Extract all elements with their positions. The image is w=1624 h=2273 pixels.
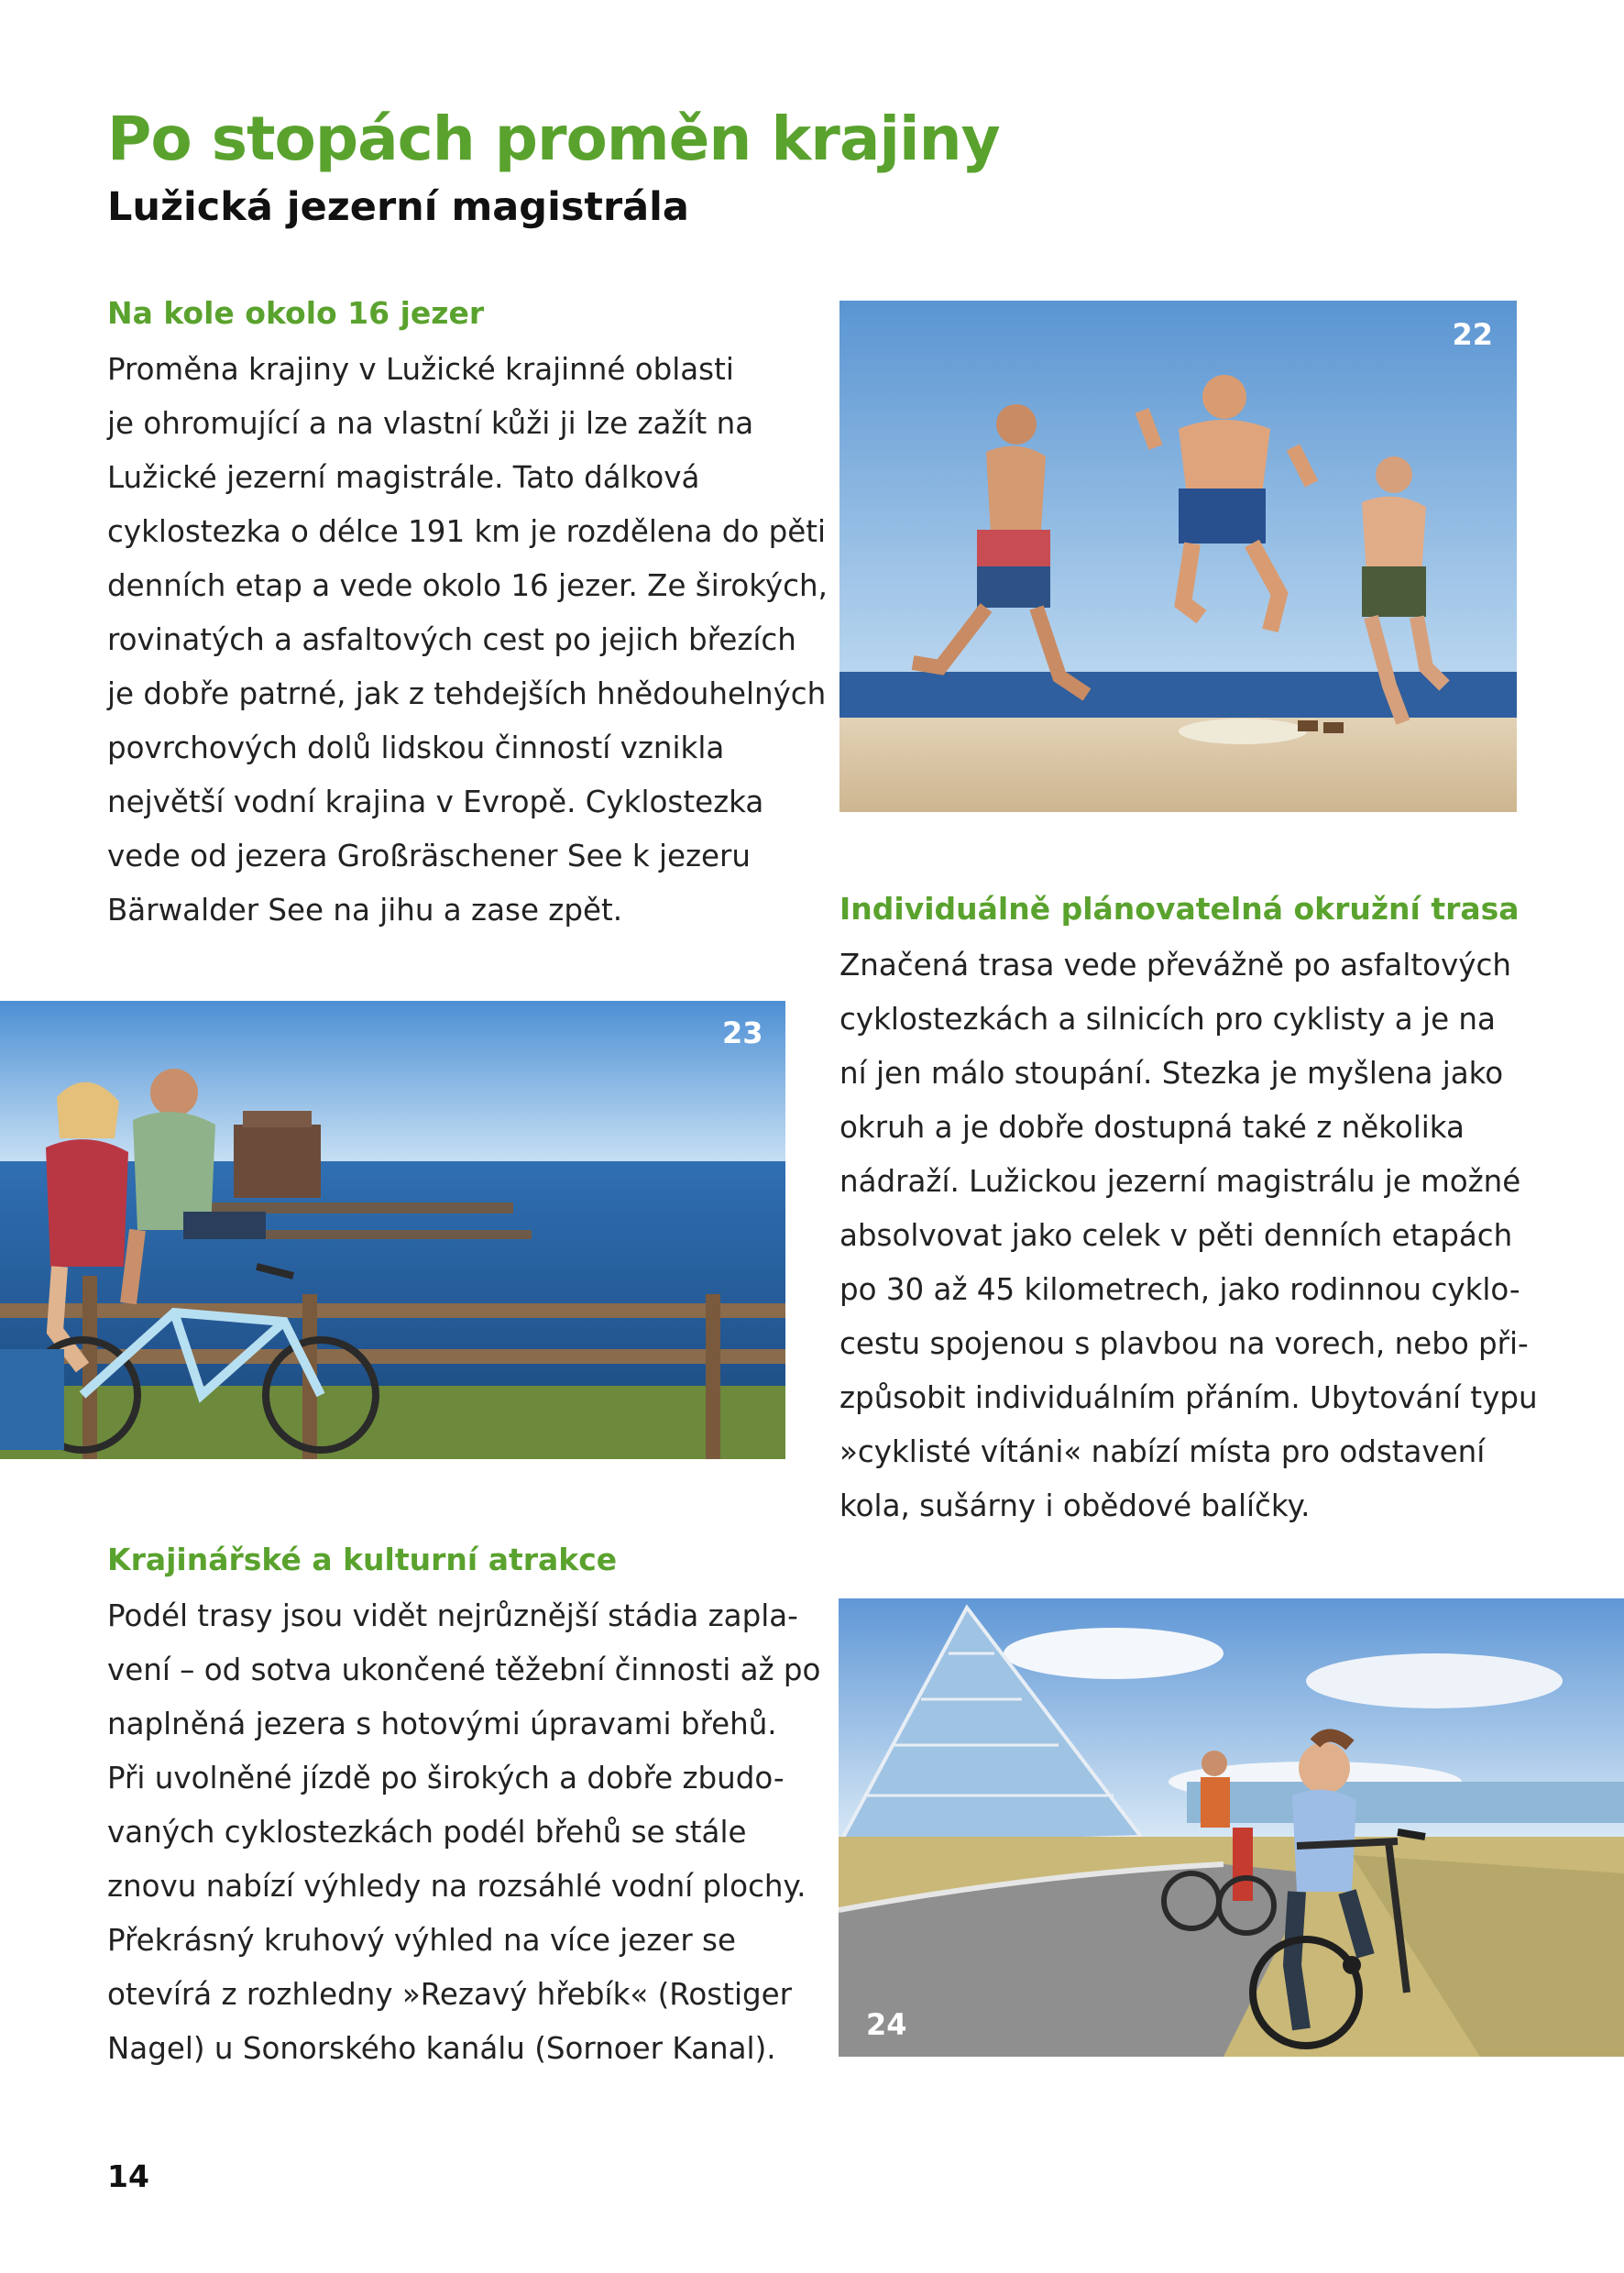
text-line: nádraží. Lužickou jezerní magistrálu je možné [839,1164,1521,1199]
text-line: Značená trasa vede převážně po asfaltových [839,948,1511,983]
section-attractions [107,1536,820,2076]
text-line: vede od jezera Großräschener See k jezeru [107,839,752,873]
text-line: denních etap a vede okolo 16 jezer. Ze širokých, [107,568,828,603]
text-line: okruh a je dobře dostupná také z několika [839,1110,1465,1145]
section-heading: Na kole okolo 16 jezer [107,295,485,331]
photo-number: 22 [1452,317,1493,352]
text-line: »cyklisté vítáni« nabízí místa pro odstavení [839,1434,1486,1469]
photo-lake-cyclists [0,1001,785,1459]
text-line: kola, sušárny i obědové balíčky. [839,1488,1311,1523]
photo-number: 24 [866,2007,907,2042]
text-line: znovu nabízí výhledy na rozsáhlé vodní plochy. [107,1869,807,1904]
text-line: Proměna krajiny v Lužické krajinné oblasti [107,352,734,387]
text-line: vení – od sotva ukončené těžební činnosti až po [107,1653,821,1687]
section-cycling-16-lakes [107,290,828,938]
text-line: Při uvolněné jízdě po širokých a dobře zbudo- [107,1761,785,1795]
text-line: cestu spojenou s plavbou na vorech, nebo při- [839,1326,1529,1361]
text-line: vaných cyklostezkách podél břehů se stále [107,1815,747,1850]
page-number: 14 [107,2158,149,2194]
pyramid-scene-image [839,1598,1624,2057]
text-line: Bärwalder See na jihu a zase zpět. [107,893,623,928]
text-line: je ohromující a na vlastní kůži ji lze zažít na [107,406,754,441]
text-line: je dobře patrné, jak z tehdejších hnědouhelných [107,676,827,711]
text-line: povrchových dolů lidskou činností vznikla [107,730,725,765]
section-heading: Individuálně plánovatelná okružní trasa [839,891,1520,927]
section-circular-route [839,885,1538,1533]
text-line: způsobit individuálním přáním. Ubytování typu [839,1380,1538,1415]
section-body [839,939,1538,1533]
text-line: Nagel) u Sonorského kanálu (Sornoer Kanal). [107,2031,776,2066]
text-line: otevírá z rozhledny »Rezavý hřebík« (Rostiger [107,1977,792,2012]
text-line: Překrásný kruhový výhled na více jezer se [107,1923,736,1958]
text-line: cyklostezka o délce 191 km je rozdělena do pěti [107,514,826,549]
text-line: cyklostezkách a silnicích pro cyklisty a je na [839,1002,1496,1037]
text-line: Podél trasy jsou vidět nejrůznější stádia zapla- [107,1598,798,1633]
beach-scene-image [839,301,1517,812]
page-title: Po stopách proměn krajiny [107,104,1000,174]
photo-beach-jump [839,301,1517,812]
text-line: absolvovat jako celek v pěti denních etapách [839,1218,1513,1253]
section-heading: Krajinářské a kulturní atrakce [107,1542,618,1577]
text-line: největší vodní krajina v Evropě. Cyklostezka [107,785,764,819]
text-line: po 30 až 45 kilometrech, jako rodinnou cyklo- [839,1272,1520,1307]
lake-scene-image [0,1001,785,1459]
section-body [107,343,828,938]
photo-number: 23 [722,1016,763,1050]
section-body [107,1589,820,2076]
text-line: ní jen málo stoupání. Stezka je myšlena jako [839,1056,1504,1091]
text-line: Lužické jezerní magistrále. Tato dálková [107,460,700,495]
text-line: rovinatých a asfaltových cest po jejich březích [107,622,796,657]
page-subtitle: Lužická jezerní magistrála [107,184,689,230]
text-line: naplněná jezera s hotovými úpravami břehů. [107,1707,777,1741]
photo-pyramid-cyclists [839,1598,1624,2057]
